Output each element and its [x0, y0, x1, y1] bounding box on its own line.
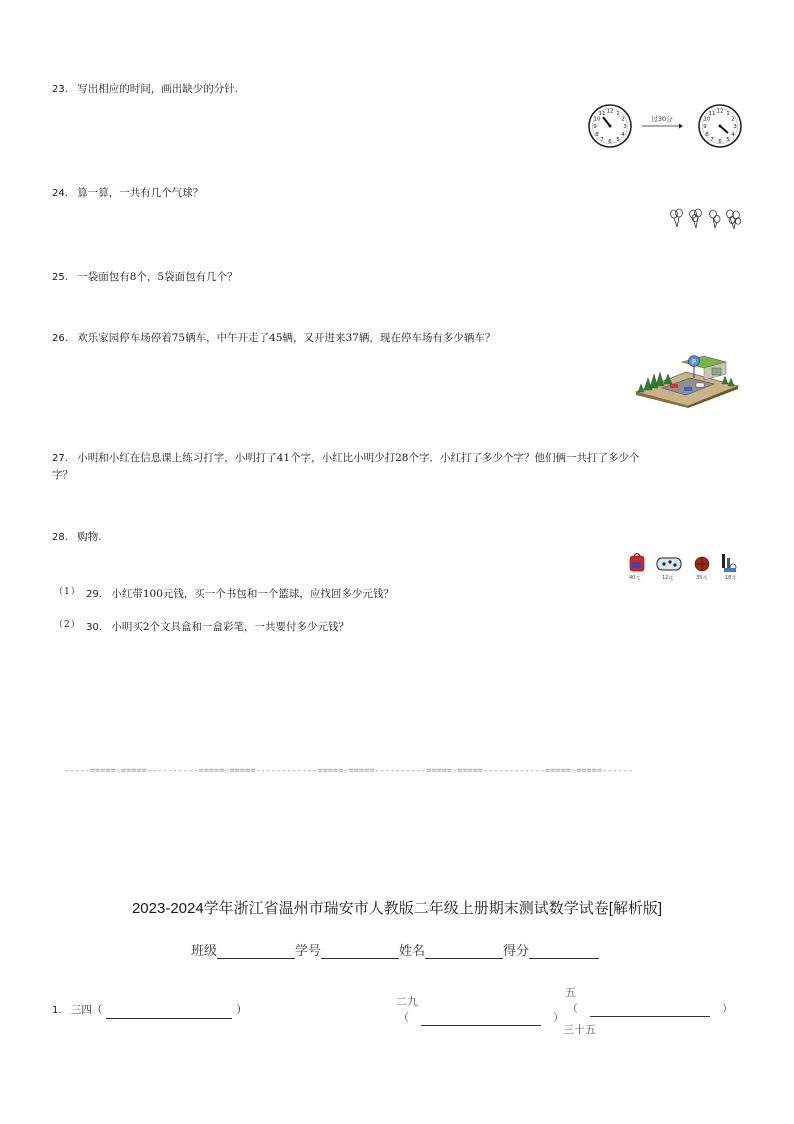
svg-text:2: 2: [731, 116, 735, 123]
balloon-group-icon: [671, 209, 683, 227]
question-27: [52, 450, 639, 467]
svg-text:6: 6: [608, 139, 612, 145]
arrow-label: 过30分: [651, 115, 673, 123]
clock-start-icon: [589, 105, 631, 147]
svg-text:10: 10: [593, 116, 601, 123]
id-label: 学号: [295, 944, 322, 959]
q1b-answer-field[interactable]: [421, 1014, 541, 1026]
svg-text:9: 9: [593, 124, 597, 130]
question-1a: [52, 1002, 247, 1019]
q1c-close: ）: [722, 1002, 733, 1015]
q1b-top: 二九: [396, 995, 418, 1008]
schoolbag-icon: [630, 554, 644, 572]
sub-question-2: [54, 619, 349, 636]
svg-text:7: 7: [600, 137, 604, 143]
question-number: 24.: [52, 188, 68, 199]
sub-mark: （1）: [54, 587, 81, 597]
name-field[interactable]: [425, 946, 503, 959]
question-28: [52, 529, 102, 546]
svg-text:12: 12: [716, 108, 724, 115]
balloons-image: [668, 207, 744, 233]
q1b-open: （: [398, 1011, 409, 1024]
svg-text:4: 4: [621, 132, 625, 138]
score-label: 得分: [503, 944, 530, 959]
sub-mark: （2）: [54, 620, 81, 630]
crayons-icon: [722, 554, 736, 572]
question-27-line2: 字？: [52, 469, 73, 481]
name-label: 姓名: [399, 944, 426, 959]
q1a-label: 三四（: [70, 1004, 103, 1016]
question-text-line1: 小明和小红在信息课上练习打字，小明打了41个字，小红比小明少打28个字．小红打了多少个字？他们俩一共打了多少个: [77, 452, 640, 464]
question-text: 一袋面包有8个，5袋面包有几个？: [77, 271, 238, 283]
q1c-answer-field[interactable]: [590, 1005, 710, 1017]
class-field[interactable]: [217, 946, 295, 959]
svg-text:6: 6: [718, 139, 722, 145]
svg-text:1: 1: [726, 111, 730, 117]
question-23: [52, 81, 238, 98]
question-number: 28.: [52, 532, 68, 543]
shopping-items: [627, 550, 747, 586]
svg-text:10: 10: [703, 116, 711, 123]
svg-text:8: 8: [705, 132, 709, 138]
question-25: [52, 269, 238, 286]
svg-text:3: 3: [733, 124, 737, 130]
exam-title: 2023-2024学年浙江省温州市瑞安市人教版二年级上册期末测试数学试卷[解析版]: [131, 900, 663, 917]
svg-text:11: 11: [598, 111, 606, 117]
q1c-top: 五: [565, 986, 576, 999]
question-number: 26.: [52, 333, 68, 344]
q1b-close: ）: [553, 1011, 564, 1024]
clock-end-icon: [699, 105, 741, 147]
question-text: 写出相应的时间，画出缺少的分针.: [77, 83, 239, 95]
arrow-icon: [642, 124, 683, 129]
svg-text:9: 9: [703, 124, 707, 130]
q1a-close: ）: [236, 1004, 247, 1016]
svg-text:8: 8: [595, 132, 599, 138]
svg-text:11: 11: [708, 111, 716, 117]
q1c-bottom: 三十五: [563, 1023, 596, 1036]
score-field[interactable]: [529, 946, 599, 959]
student-info-row: [191, 940, 599, 959]
svg-text:5: 5: [616, 137, 620, 143]
question-number: 27.: [52, 453, 68, 464]
q1c-open: （: [567, 1002, 578, 1015]
price-label: 18元: [725, 575, 737, 581]
svg-text:P: P: [691, 358, 697, 366]
question-text: 算一算，一共有几个气球？: [77, 187, 204, 199]
svg-text:2: 2: [621, 116, 625, 123]
sub-question-1: [54, 586, 394, 603]
question-26: [52, 330, 495, 347]
svg-text:4: 4: [731, 132, 735, 138]
question-1c: [567, 1001, 733, 1017]
price-label: 12元: [662, 575, 674, 581]
svg-text:12: 12: [606, 108, 614, 115]
question-text: 购物.: [77, 531, 102, 543]
question-number: 1.: [52, 1005, 62, 1016]
question-number: 23.: [52, 84, 68, 95]
balloon-group-icon: [690, 209, 702, 228]
price-label: 40元: [629, 575, 641, 581]
question-text: 欢乐家园停车场停着75辆车，中午开走了45辆，又开进来37辆，现在停车场有多少辆车？: [77, 332, 496, 344]
question-number: 25.: [52, 272, 68, 283]
svg-text:7: 7: [710, 137, 714, 143]
pencil-case-icon: [657, 558, 681, 570]
svg-text:3: 3: [623, 124, 627, 130]
balloon-group-icon: [710, 210, 720, 228]
id-field[interactable]: [321, 946, 399, 959]
question-24: [52, 185, 203, 202]
question-number: 30.: [86, 622, 102, 633]
parking-lot-image: [630, 350, 742, 408]
clock-figure: [586, 104, 746, 150]
basketball-icon: [695, 557, 709, 571]
page-divider: -----=====☆=====----------=====☆=====------------=====☆=====----------=====☆=====------------=====☆=====------: [64, 766, 634, 776]
question-text: 小红带100元钱，买一个书包和一个篮球，应找回多少元钱？: [111, 588, 394, 600]
question-number: 29.: [86, 589, 102, 600]
balloon-group-icon: [727, 210, 741, 229]
price-label: 35元: [696, 575, 708, 581]
question-text: 小明买2个文具盒和一盒彩笔，一共要付多少元钱？: [111, 621, 350, 633]
svg-text:1: 1: [616, 111, 620, 117]
class-label: 班级: [191, 944, 218, 959]
q1a-answer-field[interactable]: [106, 1007, 232, 1019]
question-1b: [398, 1010, 564, 1026]
svg-text:5: 5: [726, 137, 730, 143]
